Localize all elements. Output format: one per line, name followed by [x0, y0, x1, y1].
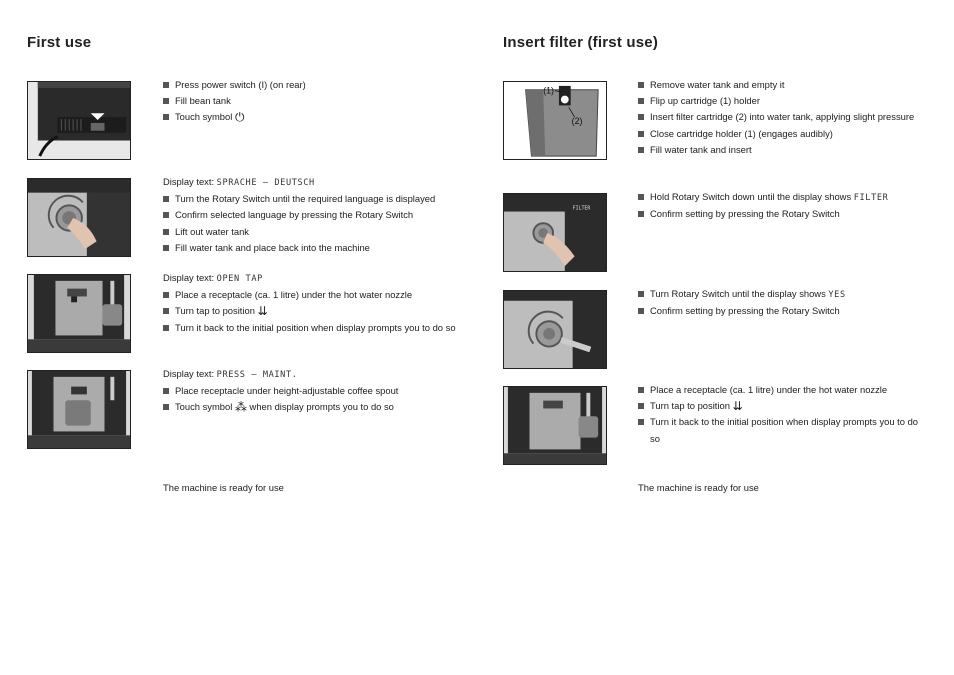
display-value: SPRACHE – DEUTSCH [216, 178, 315, 188]
list-item: Fill bean tank [163, 93, 463, 109]
callout-2-label: (2) [571, 115, 583, 126]
list-item: Confirm selected language by pressing the Rotary Switch [163, 207, 463, 223]
hot-water-filter-photo [503, 386, 607, 465]
machine-ready-text: The machine is ready for use [163, 482, 284, 493]
coffee-spout-photo [27, 370, 131, 449]
hot-water-tap-icon: ⇊ [732, 399, 743, 414]
turn-rotary-switch-photo [503, 290, 607, 369]
list-item: Remove water tank and empty it [638, 77, 928, 93]
list-item: Turn tap to position ⇊ [638, 398, 928, 414]
list-item: Touch symbol ⏻ [163, 109, 463, 125]
display-value: PRESS – MAINT. [216, 370, 298, 380]
list-item: Hold Rotary Switch down until the display shows FILTER [638, 189, 928, 206]
display-text-line: Display text: OPEN TAP [163, 272, 263, 284]
list-item: Lift out water tank [163, 224, 463, 240]
display-value: FILTER [853, 193, 889, 203]
first-use-step-1 [163, 77, 463, 126]
list-item: Touch symbol ⁂ when display prompts you to do so [163, 399, 463, 415]
list-item: Close cartridge holder (1) (engages audibly) [638, 126, 928, 142]
hot-water-photo [27, 274, 131, 353]
list-item: Press power switch (I) (on rear) [163, 77, 463, 93]
maintenance-icon: ⁂ [234, 400, 247, 415]
hot-water-tap-icon: ⇊ [257, 304, 268, 319]
list-item: Turn Rotary Switch until the display shows YES [638, 286, 928, 303]
callout-1-label: (1) [543, 85, 554, 96]
list-item: Turn the Rotary Switch until the required language is displayed [163, 191, 463, 207]
list-item: Flip up cartridge (1) holder [638, 93, 928, 109]
first-use-heading: First use [27, 34, 92, 51]
list-item: Confirm setting by pressing the Rotary Switch [638, 303, 928, 319]
list-item: Place receptacle under height-adjustable coffee spout [163, 383, 463, 399]
display-value: YES [828, 290, 846, 300]
list-item: Turn tap to position ⇊ [163, 303, 463, 319]
rotary-switch-photo [27, 178, 131, 257]
list-item: Confirm setting by pressing the Rotary Switch [638, 206, 928, 222]
list-item: Turn it back to the initial position when display prompts you to do so [638, 414, 928, 446]
insert-filter-step-4 [638, 382, 928, 447]
insert-filter-step-3 [638, 286, 928, 319]
list-item: Fill water tank and place back into the machine [163, 240, 463, 256]
water-tank-photo [503, 81, 607, 160]
list-item: Insert filter cartridge (2) into water tank, applying slight pressure [638, 109, 928, 125]
first-use-step-3 [163, 270, 463, 336]
power-switch-photo [27, 81, 131, 160]
insert-filter-step-1 [638, 77, 928, 158]
display-text-line: Display text: SPRACHE – DEUTSCH [163, 176, 315, 188]
first-use-step-2 [163, 174, 463, 256]
list-item: Fill water tank and insert [638, 142, 928, 158]
insert-filter-heading: Insert filter (first use) [503, 34, 659, 51]
hold-rotary-switch-photo [503, 193, 607, 272]
display-value: OPEN TAP [216, 274, 263, 284]
machine-ready-text-filter: The machine is ready for use [638, 482, 759, 493]
power-icon: ⏻ [234, 110, 245, 125]
insert-filter-step-2 [638, 189, 928, 222]
first-use-step-4 [163, 366, 463, 416]
list-item: Place a receptacle (ca. 1 litre) under the hot water nozzle [638, 382, 928, 398]
photo-display-filter: FILTER [572, 205, 591, 212]
list-item: Turn it back to the initial position when display prompts you to do so [163, 320, 463, 336]
list-item: Place a receptacle (ca. 1 litre) under the hot water nozzle [163, 287, 463, 303]
display-text-line: Display text: PRESS – MAINT. [163, 368, 298, 380]
